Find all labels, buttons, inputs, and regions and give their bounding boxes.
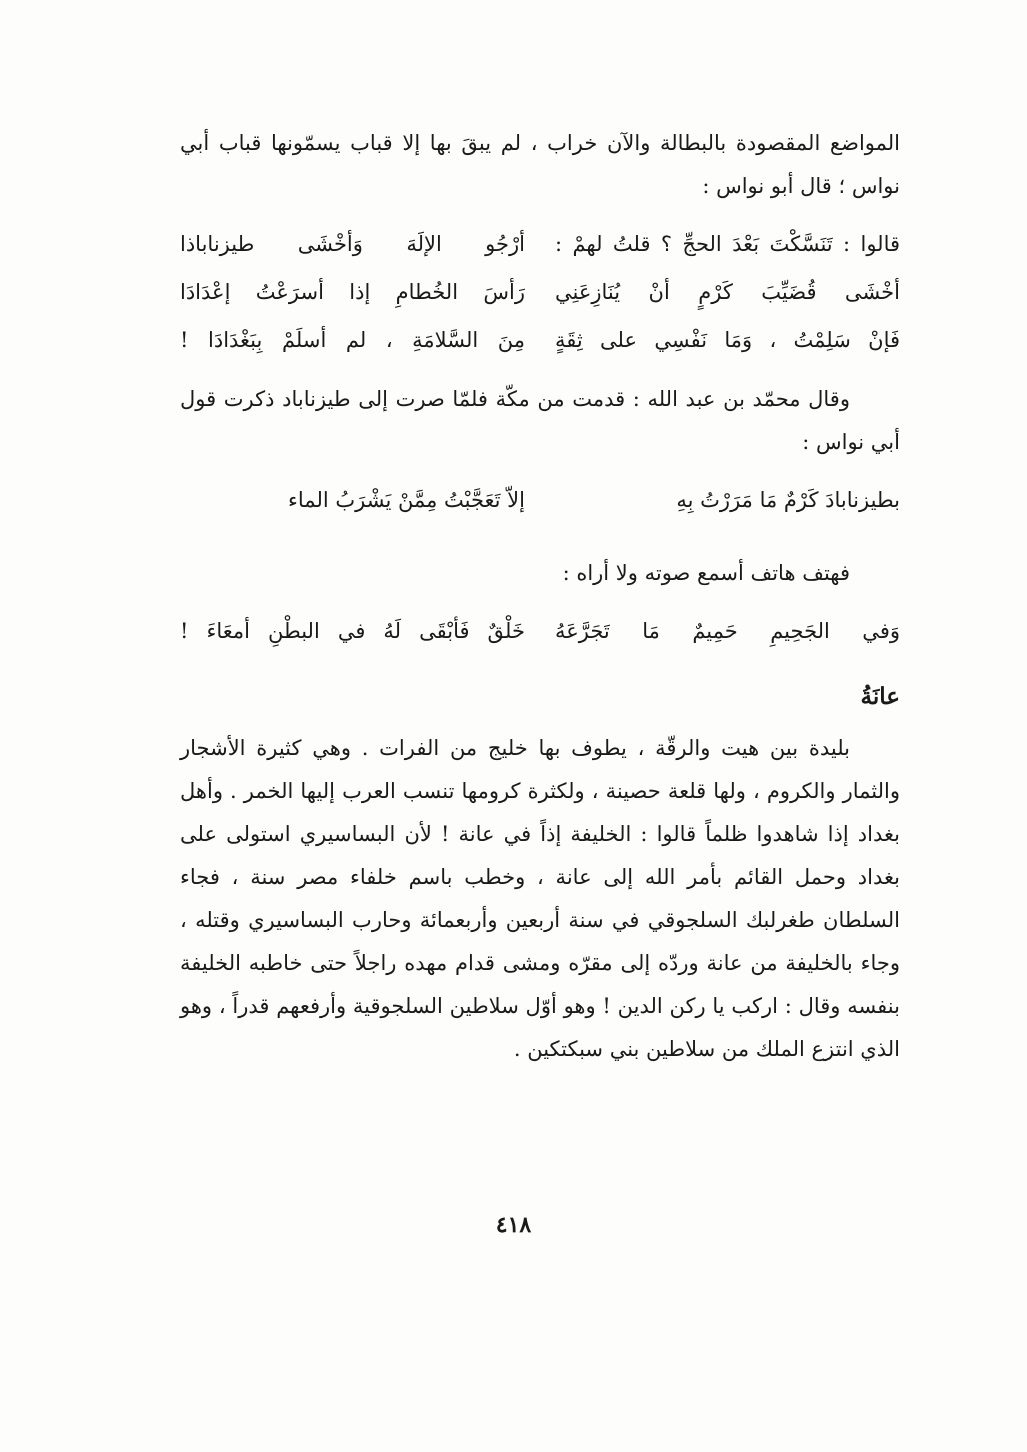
verse-first-hemistich: قالوا : تَنَسَّكْتَ بَعْدَ الحجِّ ؟ قلتُ لهمْ : bbox=[555, 232, 900, 256]
paragraph-voice: فهتف هاتف أسمع صوته ولا أراه : bbox=[562, 561, 850, 585]
poem-tizanabad bbox=[180, 476, 900, 524]
verse-second-hemistich: إلاّ تَعَجَّبْتُ مِمَّنْ يَشْرَبُ الماء bbox=[288, 488, 525, 512]
entry-heading: عانَةُ bbox=[860, 683, 900, 710]
verse-second-hemistich: مِنَ السَّلامَةِ ، لم أسلَمْ بِبَغْدَادَا ! bbox=[180, 328, 525, 352]
page-number: ٤١٨ bbox=[495, 1212, 532, 1238]
verse-line bbox=[180, 607, 900, 655]
verse-line bbox=[180, 316, 900, 364]
verse-line bbox=[180, 476, 900, 524]
verse-second-hemistich: خَلْقٌ فَأبْقَى لَهُ في البطْنِ أمعَاءَ ! bbox=[180, 619, 525, 643]
paragraph-entry: بليدة بين هيت والرقّة ، يطوف بها خليج من الفرات . وهي كثيرة الأشجار والثمار والكروم ، ولها قلعة حصينة ، ولكثرة كرومها تنسب العرب إليها الخمر . وأهل بغداد إذا شاهدوا ظلماً قالوا : الخليفة إذاً في عانة ! لأن البساسيري استولى على بغداد وحمل القائم بأمر الله إلى عانة ، وخطب باسم خلفاء مصر سنة ، فجاء السلطان طغرلبك السلجوقي في سنة أربعين وأربعمائة وحارب البساسيري وقتله ، وجاء بالخليفة من عانة وردّه إلى مقرّه ومشى قدام مهده راجلاً حتى خاطبه الخليفة بنفسه وقال : اركب يا ركن الدين ! وهو أوّل سلاطين السلجوقية وأرفعهم قدراً ، وهو الذي انتزع الملك من سلاطين بني سبكتكين . bbox=[180, 736, 900, 1061]
verse-first-hemistich: أخْشَى قُضَيِّبَ كَرْمٍ أنْ يُنَازِعَنِي bbox=[555, 280, 900, 304]
verse-first-hemistich: وَفي الجَحِيمِ حَمِيمٌ مَا تَجَرَّعَهُ bbox=[555, 619, 900, 643]
verse-first-hemistich: بطيزنابادَ كَرْمٌ مَا مَرَرْتُ بِهِ bbox=[676, 488, 900, 512]
page-body bbox=[180, 122, 900, 1071]
poem-abu-nuwas bbox=[180, 220, 900, 364]
verse-line bbox=[180, 220, 900, 268]
paragraph-quote-intro: وقال محمّد بن عبد الله : قدمت من مكّة فلمّا صرت إلى طيزناباد ذكرت قول أبي نواس : bbox=[180, 387, 900, 454]
verse-first-hemistich: فَإنْ سَلِمْتُ ، وَمَا نَفْسِي على ثِقَةٍ bbox=[555, 328, 900, 352]
verse-line bbox=[180, 268, 900, 316]
paragraph-intro: المواضع المقصودة بالبطالة والآن خراب ، لم يبقَ بها إلا قباب يسمّونها قباب أبي نواس ؛ قال أبو نواس : bbox=[180, 131, 900, 198]
verse-second-hemistich: رَأسَ الخُطامِ إذا أسرَعْتُ إعْدَادَا bbox=[180, 280, 525, 304]
poem-reply bbox=[180, 607, 900, 655]
verse-second-hemistich: أرْجُو الإلَهَ وَأخْشَى طيزناباذا bbox=[180, 232, 525, 256]
